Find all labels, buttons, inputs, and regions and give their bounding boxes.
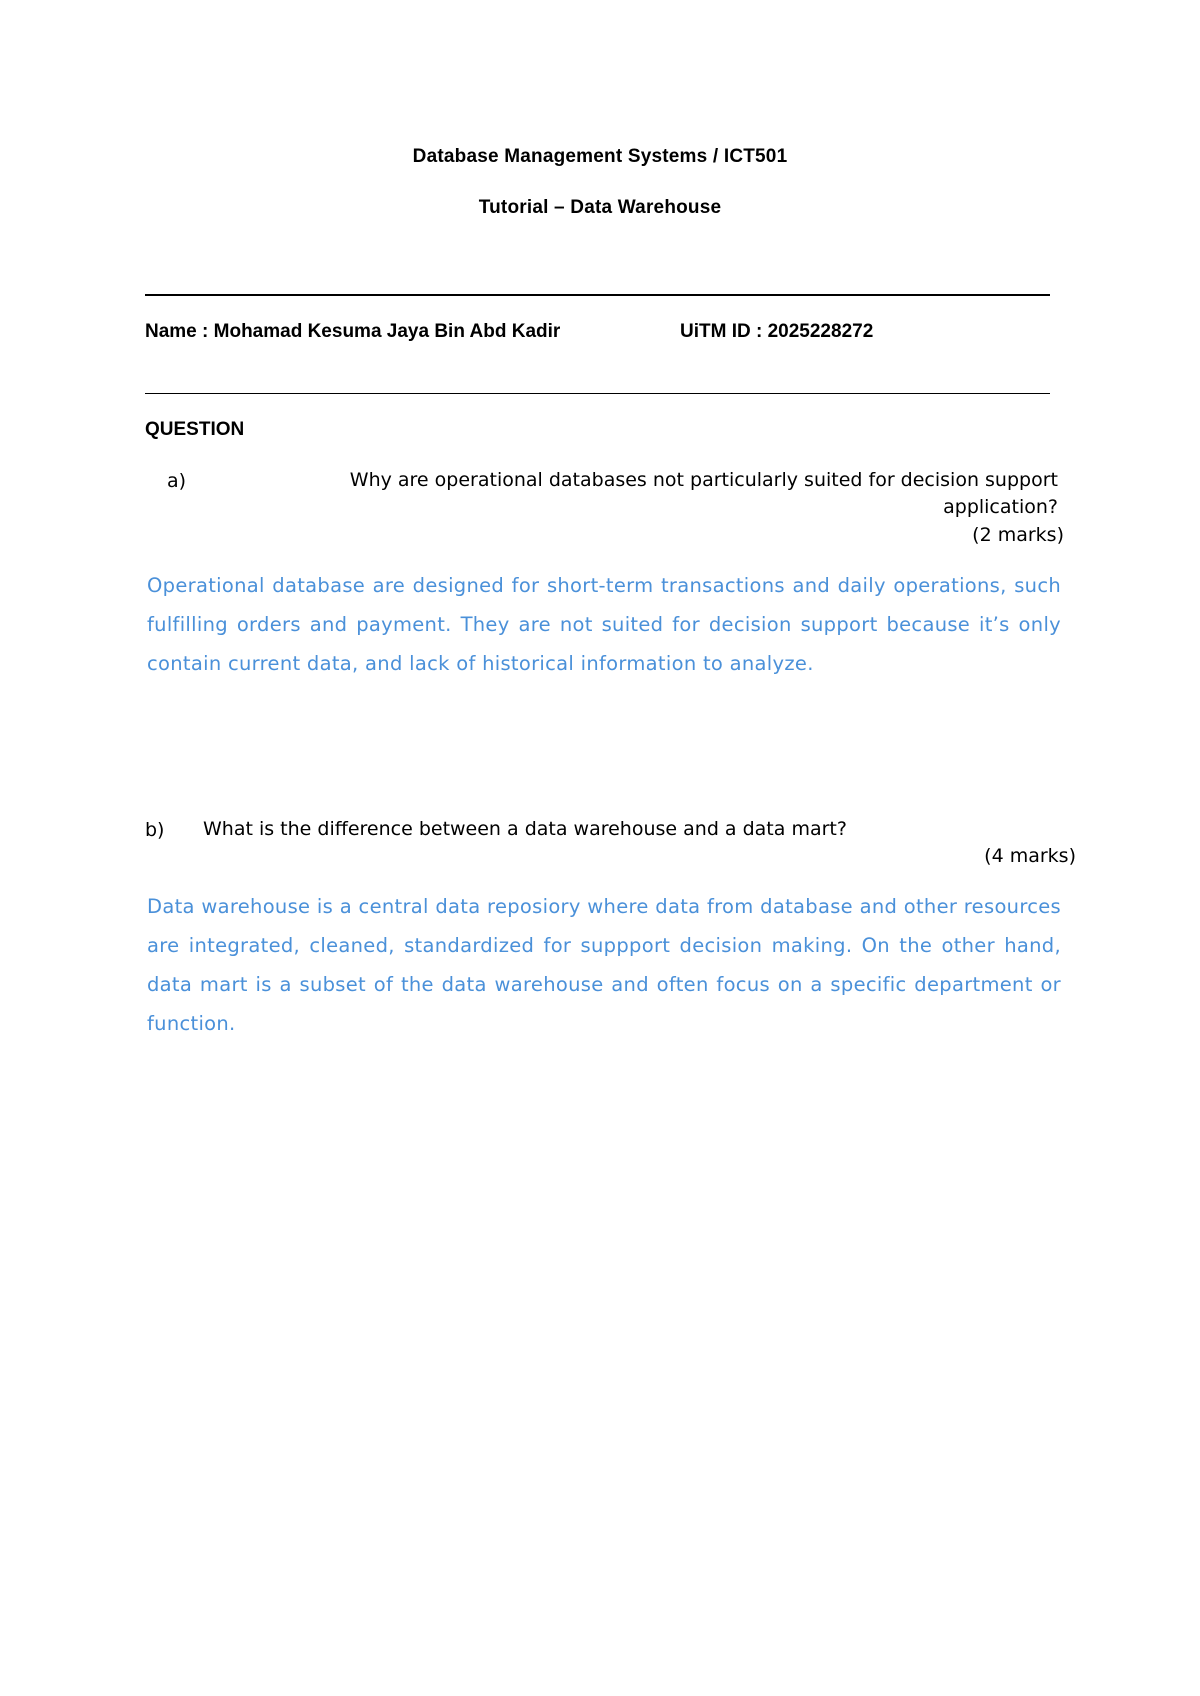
question-a-line1: Why are operational databases not particularly suited for decision support (349, 469, 1058, 491)
student-info-line (145, 321, 874, 343)
bottom-divider (145, 393, 1050, 394)
student-name: Name : Mohamad Kesuma Jaya Bin Abd Kadir (145, 321, 561, 342)
tutorial-title: Tutorial – Data Warehouse (478, 197, 722, 218)
question-a-marks: (2 marks) (972, 524, 1064, 546)
question-a-line2: application? (943, 496, 1058, 518)
top-divider (145, 294, 1050, 296)
answer-b: Data warehouse is a central data reposiory where data from database and other resources are integrated, cleaned, standardized for suppport decision making. On the other hand, data mart is a subset of the data warehouse and often focus on a specific department or function. (147, 895, 1061, 1035)
question-a-text (222, 467, 1058, 521)
question-b-marks: (4 marks) (984, 845, 1076, 867)
question-b-text: What is the difference between a data warehouse and a data mart? (203, 818, 847, 840)
question-a-marker: a) (167, 470, 187, 492)
answer-a: Operational database are designed for short-term transactions and daily operations, such fulfilling orders and payment. They are not suited for decision support because it’s only contain current data, and lack of historical information to analyze. (147, 574, 1061, 675)
student-id: UiTM ID : 2025228272 (680, 321, 874, 342)
question-section-label: QUESTION (145, 419, 245, 440)
question-b-marker: b) (145, 819, 165, 841)
course-title: Database Management Systems / ICT501 (412, 146, 788, 167)
